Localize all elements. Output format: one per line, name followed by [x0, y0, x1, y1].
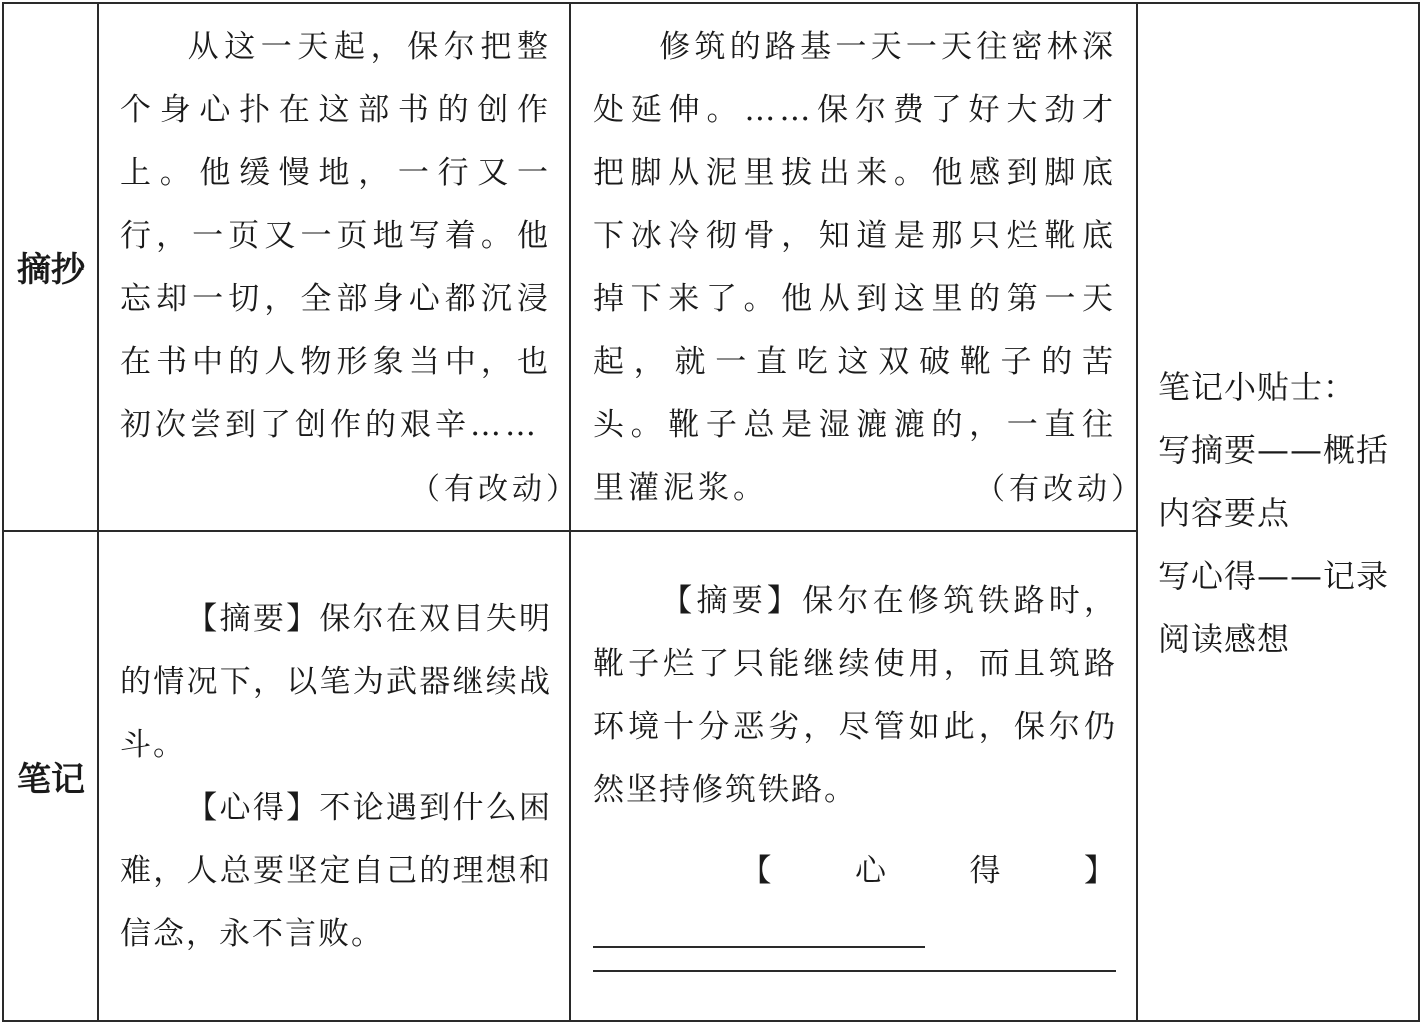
reflection-blank-line[interactable] [593, 970, 1116, 972]
tips-line: 写心得——记录 [1158, 557, 1390, 595]
excerpt-left-text: 从这一天起，保尔把整个身心扑在这部书的创作上。他缓慢地，一行又一行，一页又一页地写着。他忘却一切，全部身心都沉浸在书中的人物形象当中，也初次尝到了创作的艰辛…… [120, 29, 552, 443]
note-left-summary-text: 【摘要】保尔在双目失明的情况下，以笔为武器继续战斗。 [120, 601, 552, 763]
note-right-reflection [593, 840, 1117, 966]
reflection-blank-line[interactable] [593, 916, 925, 948]
note-right-summary [593, 570, 1117, 822]
note-right-reflection-label: 【心得】 [659, 853, 1117, 889]
column-divider [1136, 2, 1138, 1022]
column-divider [97, 2, 99, 1022]
column-divider [569, 2, 571, 1022]
excerpt-right-text: 修筑的路基一天一天往密林深处延伸。……保尔费了好大劲才把脚从泥里拔出来。他感到脚底下冰冷彻骨，知道是那只烂靴底掉下来了。他从到这里的第一天起，就一直吃这双破靴子的苦头。靴子总是湿漉漉的，一直往里灌泥浆。 [593, 29, 1117, 506]
excerpt-left [120, 16, 552, 457]
note-left-summary [120, 588, 552, 777]
excerpt-right-source: （有改动） [975, 472, 1145, 507]
excerpt-left-source: （有改动） [410, 472, 580, 507]
tips-line: 内容要点 [1158, 494, 1291, 532]
note-left-reflection-text: 【心得】不论遇到什么困难，人总要坚定自己的理想和信念，永不言败。 [120, 790, 552, 952]
tips-line: 阅读感想 [1158, 620, 1291, 658]
note-right-summary-text: 【摘要】保尔在修筑铁路时，靴子烂了只能继续使用，而且筑路环境十分恶劣，尽管如此，保尔仍然坚持修筑铁路。 [593, 583, 1117, 808]
excerpt-right [593, 16, 1117, 520]
tips-line: 写摘要——概括 [1158, 431, 1390, 469]
note-tips [1158, 356, 1408, 671]
row-divider [2, 530, 1136, 532]
row-label-excerpt: 摘抄 [17, 250, 85, 290]
tips-title: 笔记小贴士： [1158, 368, 1357, 406]
row-label-notes: 笔记 [17, 760, 85, 800]
note-left-reflection [120, 777, 552, 966]
